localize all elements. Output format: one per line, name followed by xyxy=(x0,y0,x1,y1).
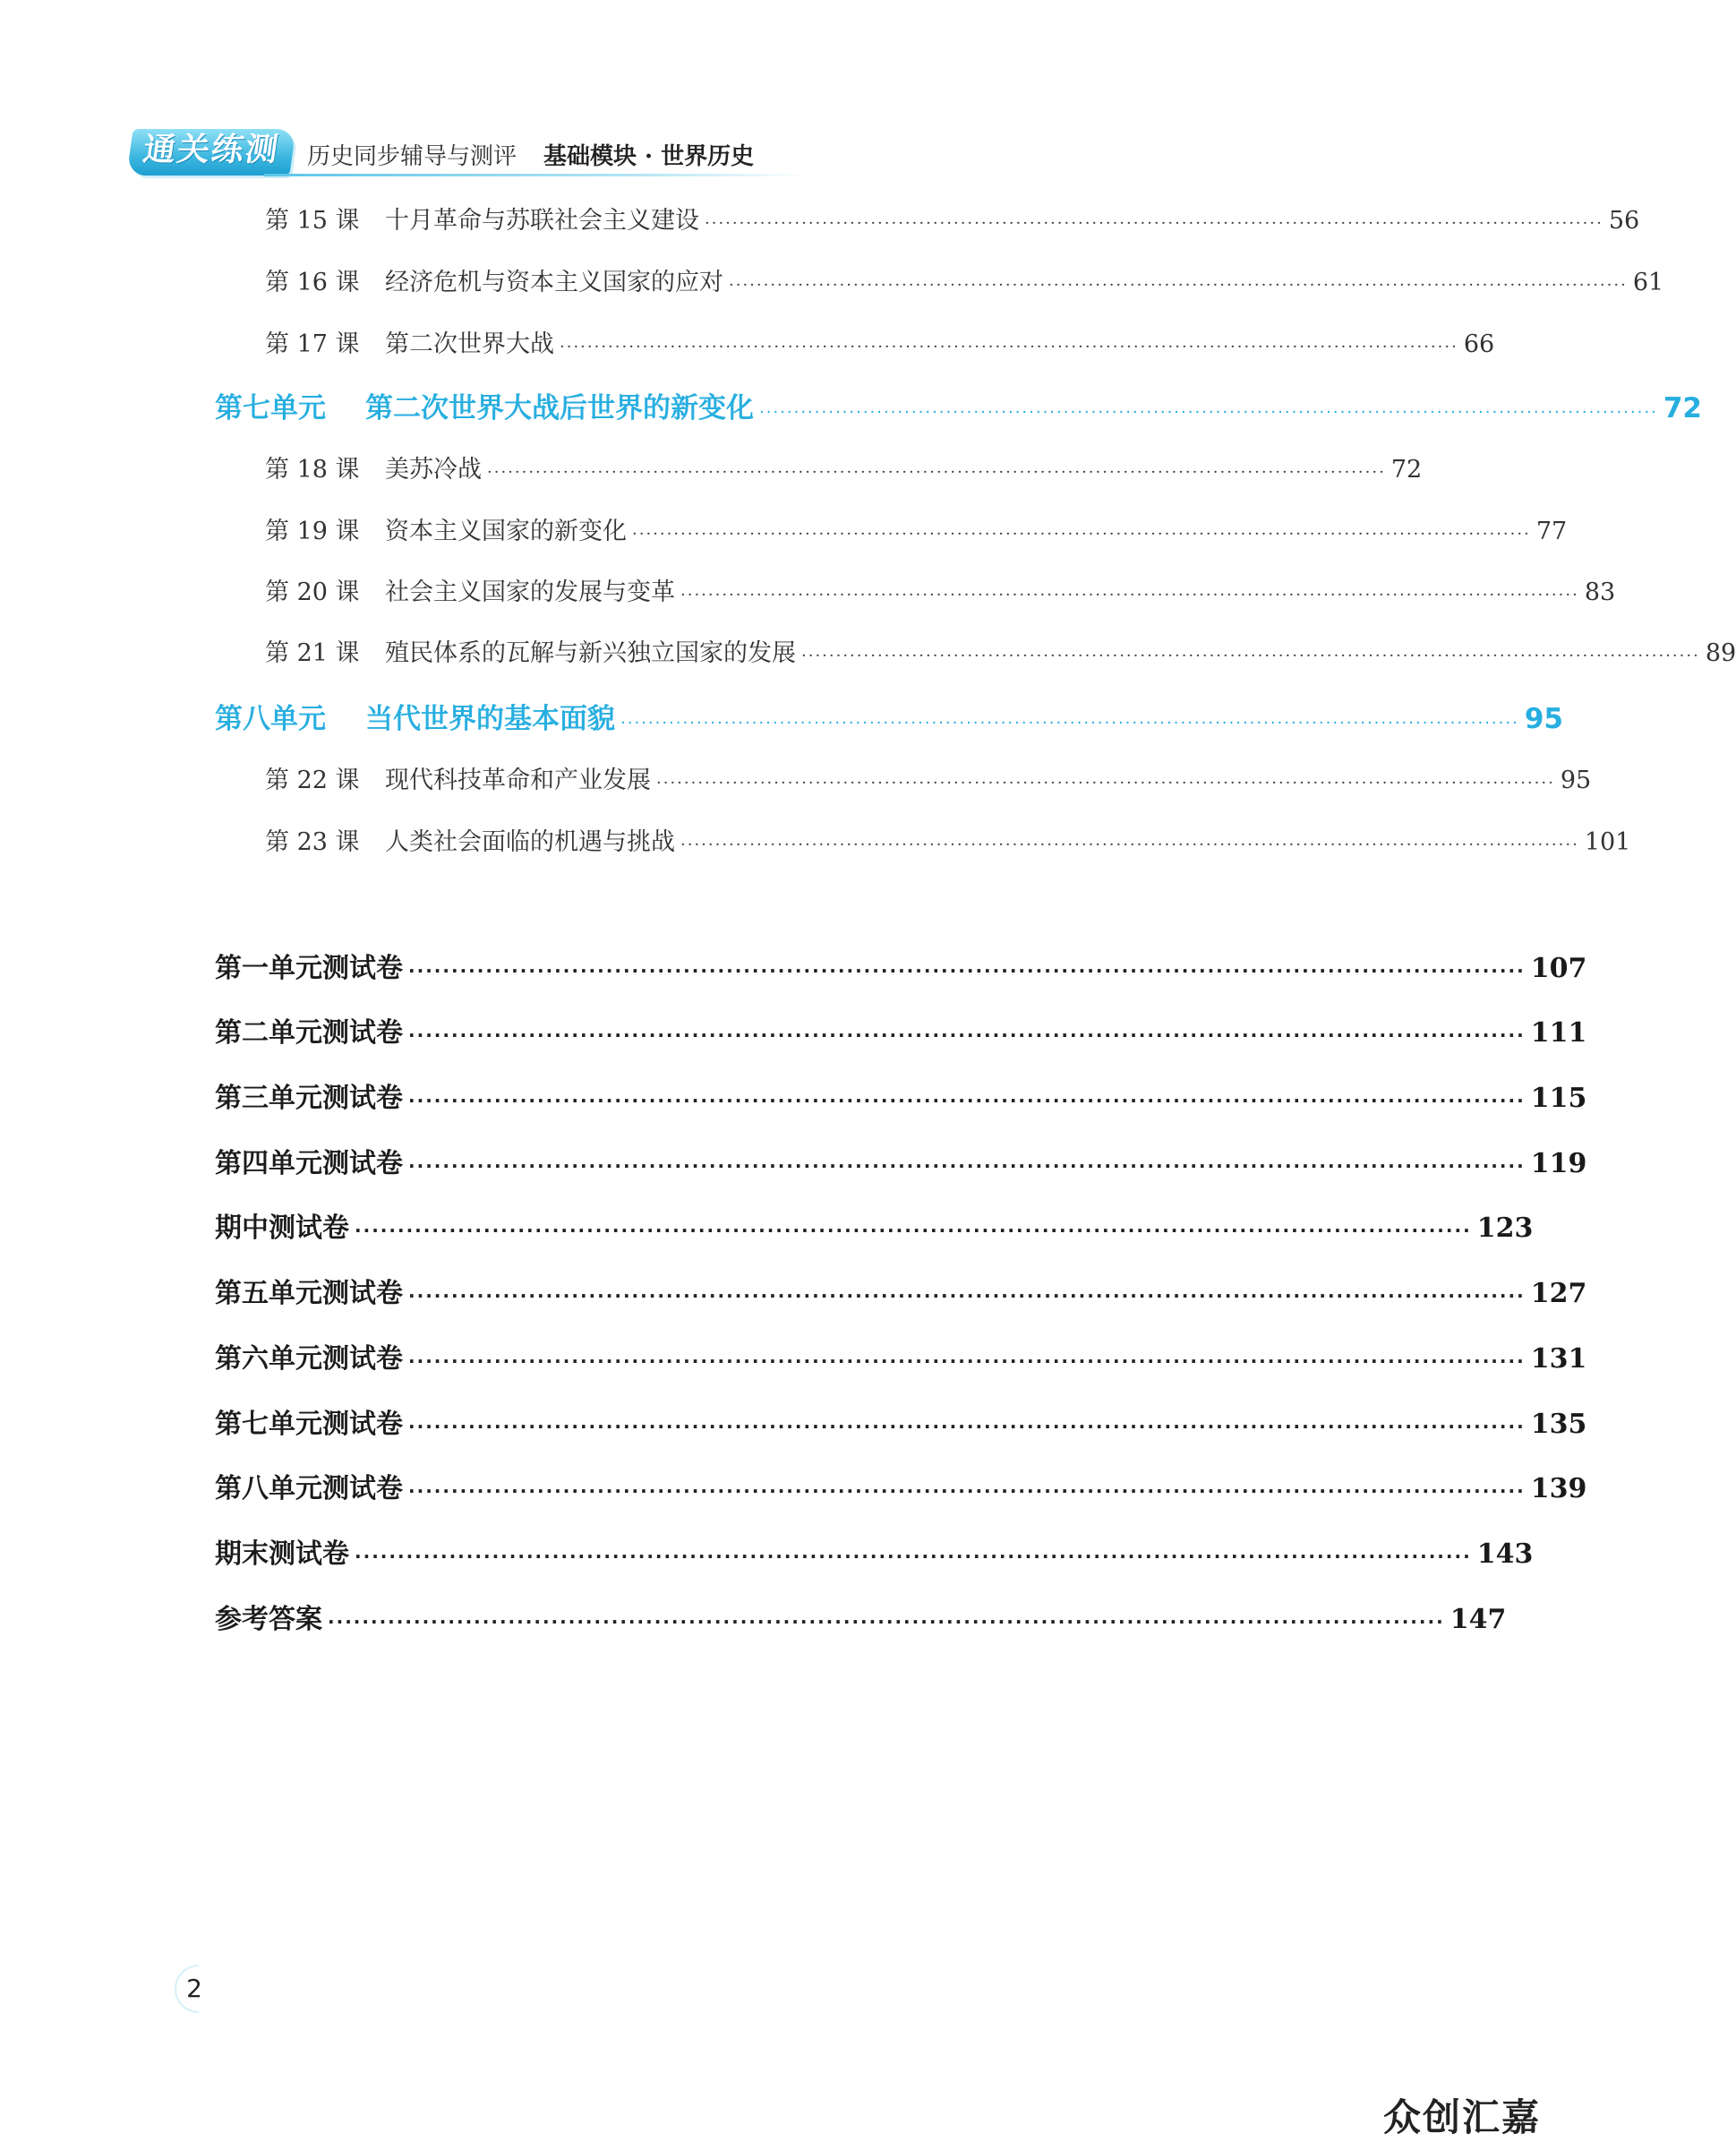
test-title: 第六单元测试卷 xyxy=(215,1343,403,1375)
lesson-page: 89 xyxy=(1705,639,1736,667)
toc-lesson-23[interactable] xyxy=(265,822,1631,857)
leader-dots: ·································································································································· xyxy=(408,960,1526,981)
lesson-title: 资本主义国家的新变化 xyxy=(385,518,627,545)
lesson-page: 72 xyxy=(1390,456,1423,484)
lesson-title: 经济危机与资本主义国家的应对 xyxy=(385,269,723,296)
test-page: 139 xyxy=(1530,1473,1587,1504)
leader-dots: ·································································································································· xyxy=(680,586,1579,604)
unit-title: 第二次世界大战后世界的新变化 xyxy=(365,392,754,424)
toc-lesson-16[interactable] xyxy=(265,262,1664,297)
test-page: 107 xyxy=(1530,953,1587,984)
test-page: 111 xyxy=(1530,1017,1587,1049)
series-logo-text: 通关练测 xyxy=(141,132,282,168)
leader-dots: ·································································································································· xyxy=(759,403,1658,422)
test-title: 第二单元测试卷 xyxy=(215,1017,403,1049)
lesson-title: 人类社会面临的机遇与挑战 xyxy=(385,828,675,856)
leader-dots: ·································································································································· xyxy=(632,525,1531,544)
toc-test-midterm[interactable] xyxy=(215,1205,1534,1245)
leader-dots: ·································································································································· xyxy=(656,774,1555,793)
lesson-number: 第 15 课 xyxy=(265,207,360,235)
test-page: 115 xyxy=(1530,1083,1587,1114)
lesson-page: 61 xyxy=(1632,269,1664,296)
test-page: 127 xyxy=(1530,1278,1587,1309)
lesson-number: 第 16 课 xyxy=(265,269,360,296)
lesson-page: 77 xyxy=(1535,518,1568,545)
leader-dots: ·································································································································· xyxy=(560,338,1458,356)
leader-dots: ·································································································································· xyxy=(355,1220,1472,1241)
book-module: 基础模块 · 世界历史 xyxy=(543,143,755,170)
lesson-number: 第 18 课 xyxy=(265,456,360,484)
leader-dots: ·································································································································· xyxy=(705,214,1603,233)
leader-dots: ·································································································································· xyxy=(408,1350,1526,1372)
toc-unit-7[interactable] xyxy=(215,385,1702,425)
test-page: 123 xyxy=(1476,1212,1534,1244)
lesson-page: 95 xyxy=(1560,767,1592,794)
toc-lesson-15[interactable] xyxy=(265,201,1640,236)
toc-lesson-21[interactable] xyxy=(265,633,1736,668)
leader-dots: ·································································································································· xyxy=(328,1611,1445,1632)
leader-dots: ·································································································································· xyxy=(408,1155,1526,1177)
test-title: 期末测试卷 xyxy=(215,1538,349,1570)
lesson-title: 美苏冷战 xyxy=(385,456,482,484)
leader-dots: ·································································································································· xyxy=(729,276,1628,295)
unit-label: 第七单元 xyxy=(215,392,326,424)
toc-lesson-22[interactable] xyxy=(265,760,1592,795)
toc-lesson-19[interactable] xyxy=(265,511,1568,546)
test-title: 第七单元测试卷 xyxy=(215,1409,403,1440)
page-number-badge xyxy=(163,1958,226,2020)
toc-answers[interactable] xyxy=(215,1597,1507,1636)
test-title: 参考答案 xyxy=(215,1604,322,1635)
lesson-title: 社会主义国家的发展与变革 xyxy=(385,578,675,606)
lesson-number: 第 17 课 xyxy=(265,330,360,358)
leader-dots: ·································································································································· xyxy=(620,714,1519,733)
test-title: 期中测试卷 xyxy=(215,1212,349,1244)
leader-dots: ·································································································································· xyxy=(680,835,1579,854)
toc-test-unit-7[interactable] xyxy=(215,1401,1587,1441)
lesson-number: 第 19 课 xyxy=(265,518,360,545)
leader-dots: ·································································································································· xyxy=(487,463,1386,482)
leader-dots: ·································································································································· xyxy=(408,1090,1526,1111)
unit-page: 95 xyxy=(1524,703,1563,735)
test-page: 143 xyxy=(1476,1538,1534,1570)
header-rule xyxy=(264,174,810,176)
unit-title: 当代世界的基本面貌 xyxy=(365,703,615,735)
toc-test-final[interactable] xyxy=(215,1531,1534,1571)
lesson-page: 56 xyxy=(1608,207,1640,235)
leader-dots: ·································································································································· xyxy=(408,1480,1526,1502)
toc-lesson-20[interactable] xyxy=(265,572,1616,607)
publisher-watermark: 众创汇嘉 xyxy=(1383,2095,1542,2139)
leader-dots: ·································································································································· xyxy=(801,647,1700,665)
lesson-title: 殖民体系的瓦解与新兴独立国家的发展 xyxy=(385,639,796,667)
leader-dots: ·································································································································· xyxy=(408,1416,1526,1437)
toc-test-unit-4[interactable] xyxy=(215,1141,1587,1180)
toc-unit-8[interactable] xyxy=(215,696,1563,736)
book-subtitle: 历史同步辅导与测评 xyxy=(307,143,517,170)
toc-test-unit-6[interactable] xyxy=(215,1336,1587,1375)
test-title: 第四单元测试卷 xyxy=(215,1148,403,1179)
lesson-number: 第 22 课 xyxy=(265,767,360,794)
test-title: 第一单元测试卷 xyxy=(215,953,403,984)
lesson-title: 第二次世界大战 xyxy=(385,330,554,358)
leader-dots: ·································································································································· xyxy=(355,1546,1472,1567)
toc-test-unit-5[interactable] xyxy=(215,1271,1587,1310)
leader-dots: ·································································································································· xyxy=(408,1285,1526,1307)
lesson-page: 66 xyxy=(1463,330,1495,358)
lesson-title: 十月革命与苏联社会主义建设 xyxy=(385,207,699,235)
toc-lesson-17[interactable] xyxy=(265,324,1495,359)
toc-lesson-18[interactable] xyxy=(265,450,1423,484)
unit-label: 第八单元 xyxy=(215,703,326,735)
leader-dots: ·································································································································· xyxy=(408,1024,1526,1046)
lesson-page: 83 xyxy=(1584,578,1616,606)
lesson-title: 现代科技革命和产业发展 xyxy=(385,767,651,794)
lesson-number: 第 23 课 xyxy=(265,828,360,856)
test-page: 119 xyxy=(1530,1148,1587,1179)
test-page: 135 xyxy=(1530,1409,1587,1440)
test-page: 131 xyxy=(1530,1343,1587,1375)
toc-test-unit-8[interactable] xyxy=(215,1466,1587,1505)
lesson-number: 第 20 课 xyxy=(265,578,360,606)
test-title: 第三单元测试卷 xyxy=(215,1083,403,1114)
test-title: 第五单元测试卷 xyxy=(215,1278,403,1309)
unit-page: 72 xyxy=(1663,392,1702,424)
lesson-number: 第 21 课 xyxy=(265,639,360,667)
test-page: 147 xyxy=(1450,1604,1507,1635)
toc-test-unit-1[interactable] xyxy=(215,946,1587,985)
lesson-page: 101 xyxy=(1584,828,1631,856)
running-header xyxy=(130,125,828,179)
toc-test-unit-2[interactable] xyxy=(215,1010,1587,1050)
test-title: 第八单元测试卷 xyxy=(215,1473,403,1504)
toc-test-unit-3[interactable] xyxy=(215,1075,1587,1115)
page-number: 2 xyxy=(186,1974,202,2003)
